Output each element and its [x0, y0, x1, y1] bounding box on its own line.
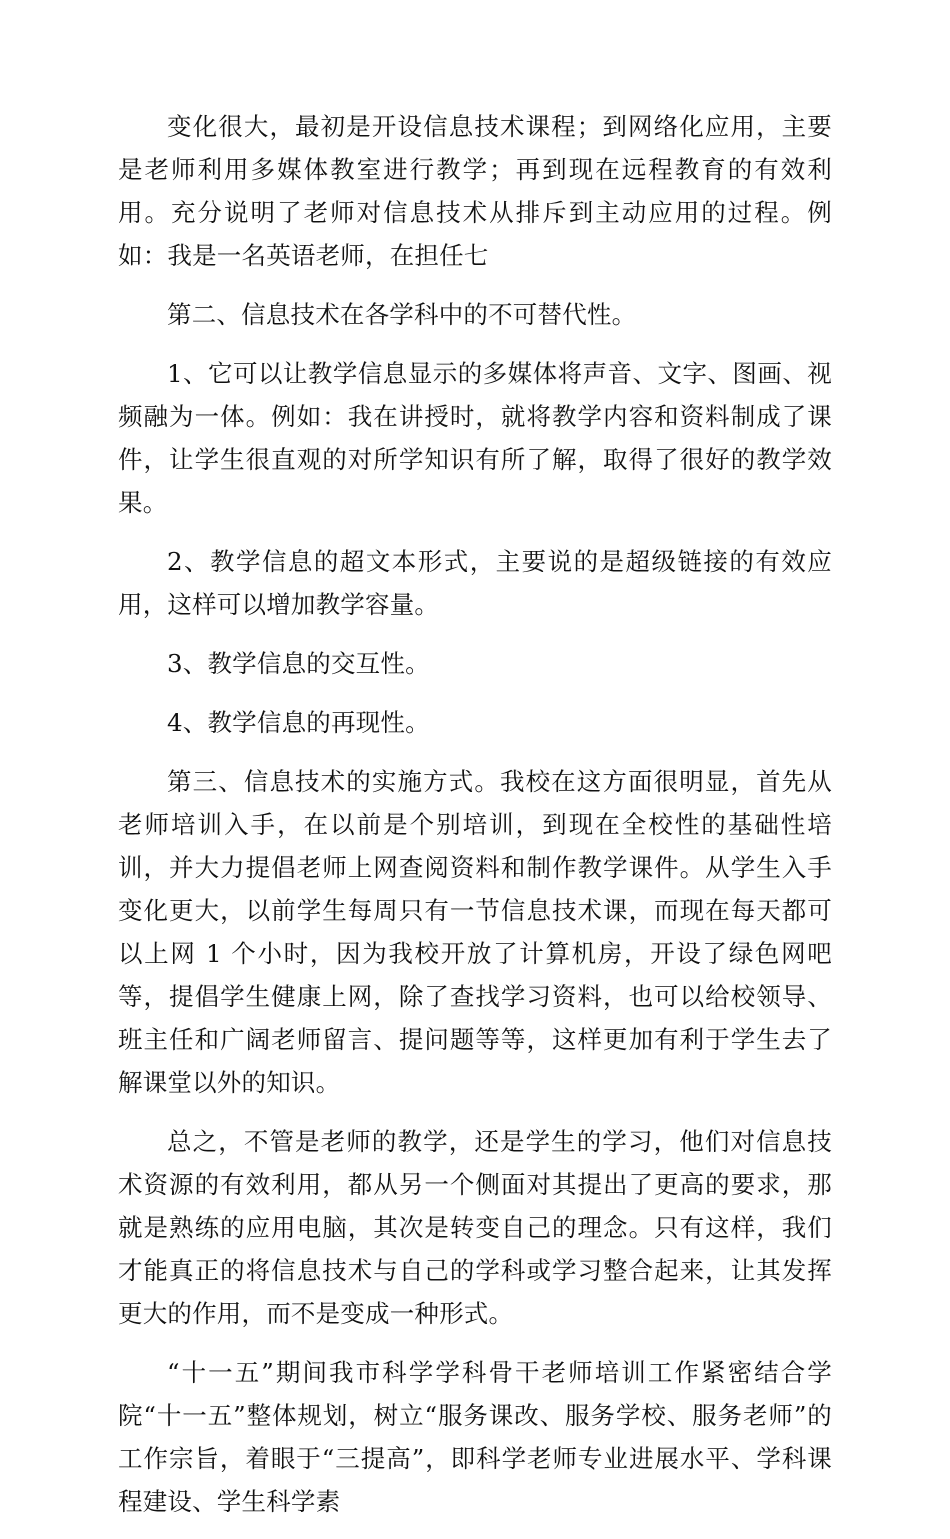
paragraph-third: 第三、信息技术的实施方式。我校在这方面很明显，首先从老师培训入手，在以前是个别培训，到现在全校性的基础性培训，并大力提倡老师上网查阅资料和制作教学课件。从学生入手变化更大，以前学生每周只有一节信息技术课，而现在每天都可以上网 1 个小时，因为我校开放了计算机房，开设了绿色网吧等，提倡学生健康上网，除了查找学习资料，也可以给校领导、班主任和广阔老师留言、提问题等等，这样更加有利于学生去了解课堂以外的知识。 [118, 767, 832, 1097]
paragraph-summary: 总之，不管是老师的教学，还是学生的学习，他们对信息技术资源的有效利用，都从另一个侧面对其提出了更高的要求，那就是熟练的应用电脑，其次是转变自己的理念。只有这样，我们才能真正的将信息技术与自己的学科或学习整合起来，让其发挥更大的作用，而不是变成一种形式。 [118, 1127, 832, 1328]
paragraph-intro: 变化很大，最初是开设信息技术课程；到网络化应用，主要是老师利用多媒体教室进行教学；再到现在远程教育的有效利用。充分说明了老师对信息技术从排斥到主动应用的过程。例如：我是一名英语老师，在担任七 [118, 112, 832, 270]
document-page [118, 105, 832, 1539]
paragraph-eleventh-five: “十一五”期间我市科学学科骨干老师培训工作紧密结合学院“十一五”整体规划，树立“服务课改、服务学校、服务老师”的工作宗旨，着眼于“三提高”，即科学老师专业进展水平、学科课程建设、学生科学素 [118, 1358, 832, 1516]
paragraph-point-1: 1、它可以让教学信息显示的多媒体将声音、文字、图画、视频融为一体。例如：我在讲授时，就将教学内容和资料制成了课件，让学生很直观的对所学知识有所了解，取得了很好的教学效果。 [118, 359, 832, 517]
paragraph-heading-second: 第二、信息技术在各学科中的不可替代性。 [167, 300, 637, 329]
paragraph-point-2: 2、教学信息的超文本形式，主要说的是超级链接的有效应用，这样可以增加教学容量。 [118, 547, 832, 619]
paragraph-point-4: 4、教学信息的再现性。 [167, 708, 430, 737]
paragraph-point-3: 3、教学信息的交互性。 [167, 649, 430, 678]
